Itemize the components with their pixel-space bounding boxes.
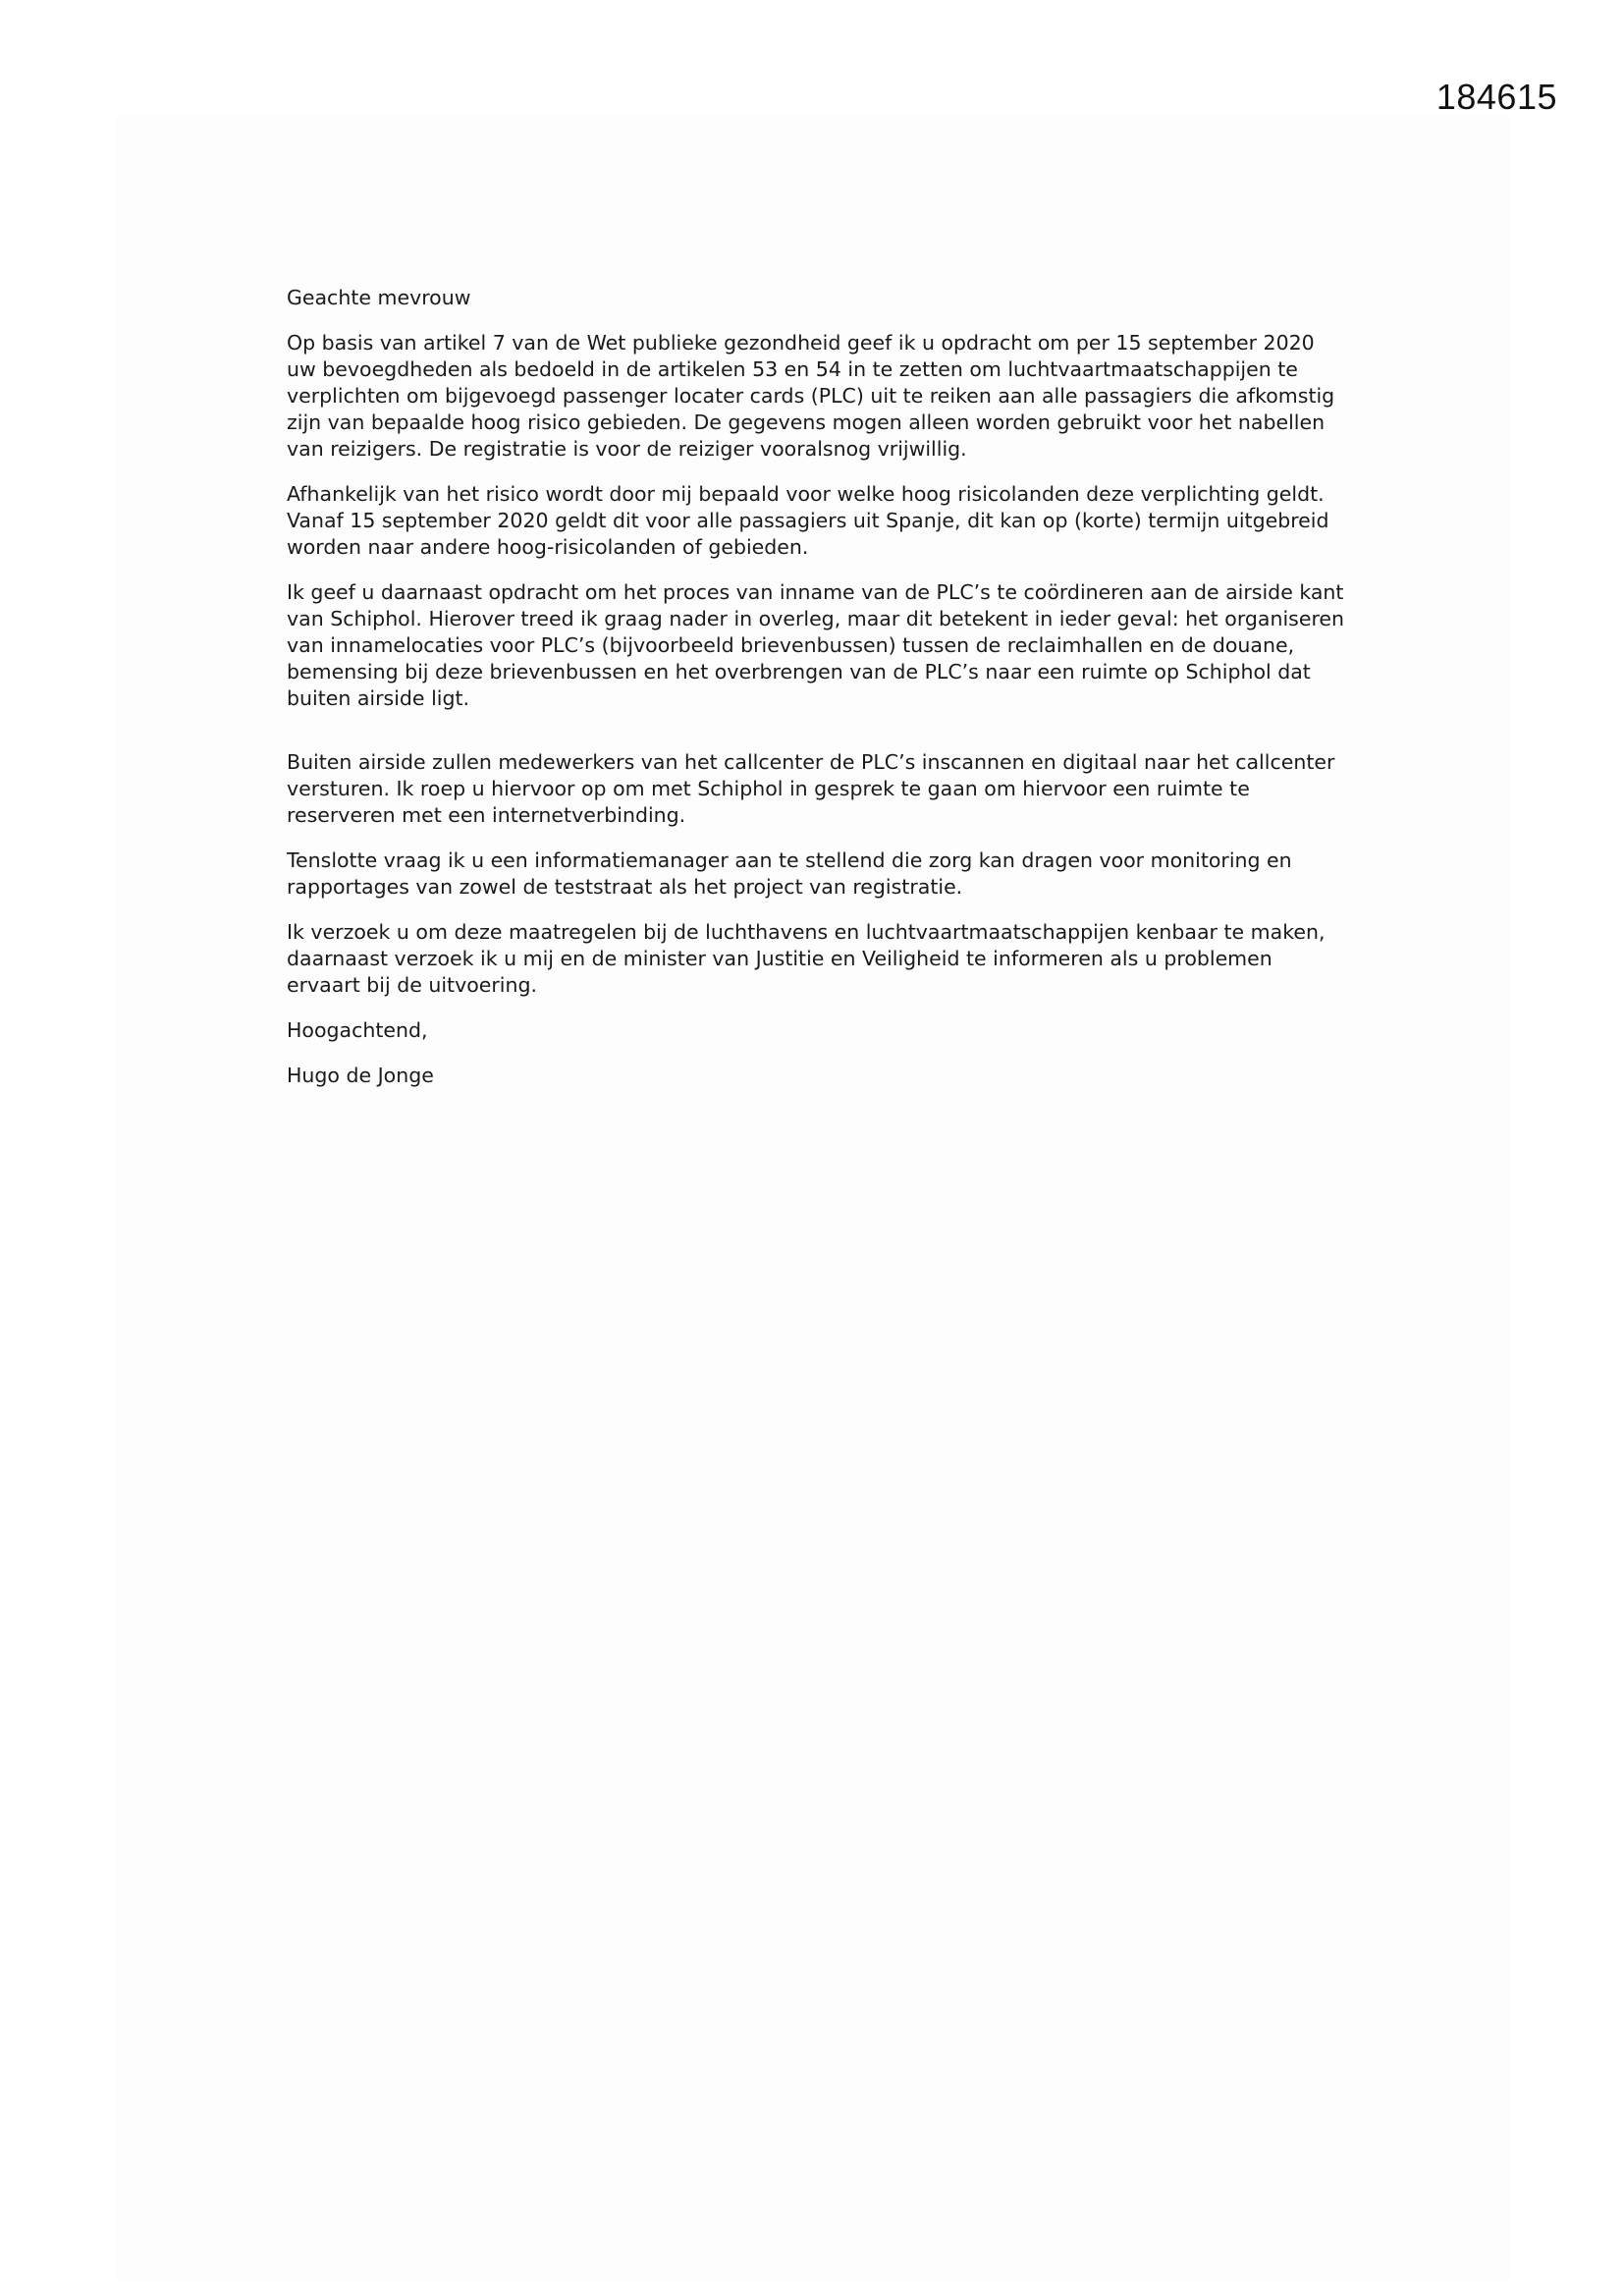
paragraph-line: Buiten airside zullen medewerkers van het callcenter de PLC’s inscannen en digitaal naar het callcenter bbox=[287, 750, 1335, 774]
paragraph-line: zijn van bepaalde hoog risico gebieden. De gegevens mogen alleen worden gebruikt voor het nabellen bbox=[287, 410, 1326, 434]
salutation: Geachte mevrouw bbox=[287, 286, 471, 309]
paragraph-line: Tenslotte vraag ik u een informatiemanager aan te stellend die zorg kan dragen voor monitoring en bbox=[287, 848, 1292, 872]
paragraph-verzoek bbox=[287, 919, 1377, 999]
paragraph-informatiemanager bbox=[287, 847, 1377, 901]
paragraph-risicolanden bbox=[287, 481, 1377, 561]
signature: Hugo de Jonge bbox=[287, 1064, 434, 1087]
paragraph-line: reserveren met een internetverbinding. bbox=[287, 803, 686, 827]
paragraph-line: uw bevoegdheden als bedoeld in de artikelen 53 en 54 in te zetten om luchtvaartmaatschappijen te bbox=[287, 357, 1298, 381]
paragraph-line: versturen. Ik roep u hiervoor op om met Schiphol in gesprek te gaan om hiervoor een ruimte te bbox=[287, 777, 1250, 800]
paragraph-line: rapportages van zowel de teststraat als het project van registratie. bbox=[287, 875, 963, 899]
paragraph-line: bemensing bij deze brievenbussen en het overbrengen van de PLC’s naar een ruimte op Schiphol dat bbox=[287, 660, 1311, 683]
paragraph-line: Op basis van artikel 7 van de Wet publieke gezondheid geef ik u opdracht om per 15 september 2020 bbox=[287, 331, 1315, 355]
paragraph-callcenter bbox=[287, 749, 1377, 829]
paragraph-line: daarnaast verzoek ik u mij en de minister van Justitie en Veiligheid te informeren als u problemen bbox=[287, 947, 1272, 970]
paragraph-line: Ik geef u daarnaast opdracht om het proces van inname van de PLC’s te coördineren aan de airside kant bbox=[287, 580, 1344, 604]
paragraph-line: worden naar andere hoog-risicolanden of gebieden. bbox=[287, 535, 809, 559]
paragraph-line: van Schiphol. Hierover treed ik graag nader in overleg, maar dit betekent in ieder geval: het organiseren bbox=[287, 607, 1345, 630]
letter-body bbox=[287, 285, 1377, 1108]
paragraph-line: van innamelocaties voor PLC’s (bijvoorbeeld brievenbussen) tussen de reclaimhallen en de douane, bbox=[287, 633, 1295, 657]
paragraph-line: verplichten om bijgevoegd passenger locater cards (PLC) uit te reiken aan alle passagiers die afkomstig bbox=[287, 384, 1335, 408]
paragraph-line: ervaart bij de uitvoering. bbox=[287, 973, 537, 997]
paragraph-line: Afhankelijk van het risico wordt door mij bepaald voor welke hoog risicolanden deze verplichting geldt. bbox=[287, 482, 1325, 506]
closing: Hoogachtend, bbox=[287, 1018, 428, 1042]
paragraph-line: Vanaf 15 september 2020 geldt dit voor alle passagiers uit Spanje, dit kan op (korte) termijn uitgebreid bbox=[287, 509, 1329, 532]
paragraph-opdracht bbox=[287, 330, 1377, 463]
paragraph-line: buiten airside ligt. bbox=[287, 686, 470, 710]
document-number: 184615 bbox=[1435, 77, 1557, 117]
paragraph-line: Ik verzoek u om deze maatregelen bij de luchthavens en luchtvaartmaatschappijen kenbaar te maken, bbox=[287, 920, 1326, 944]
paragraph-line: van reizigers. De registratie is voor de reiziger vooralsnog vrijwillig. bbox=[287, 437, 967, 461]
paragraph-inname bbox=[287, 579, 1377, 712]
